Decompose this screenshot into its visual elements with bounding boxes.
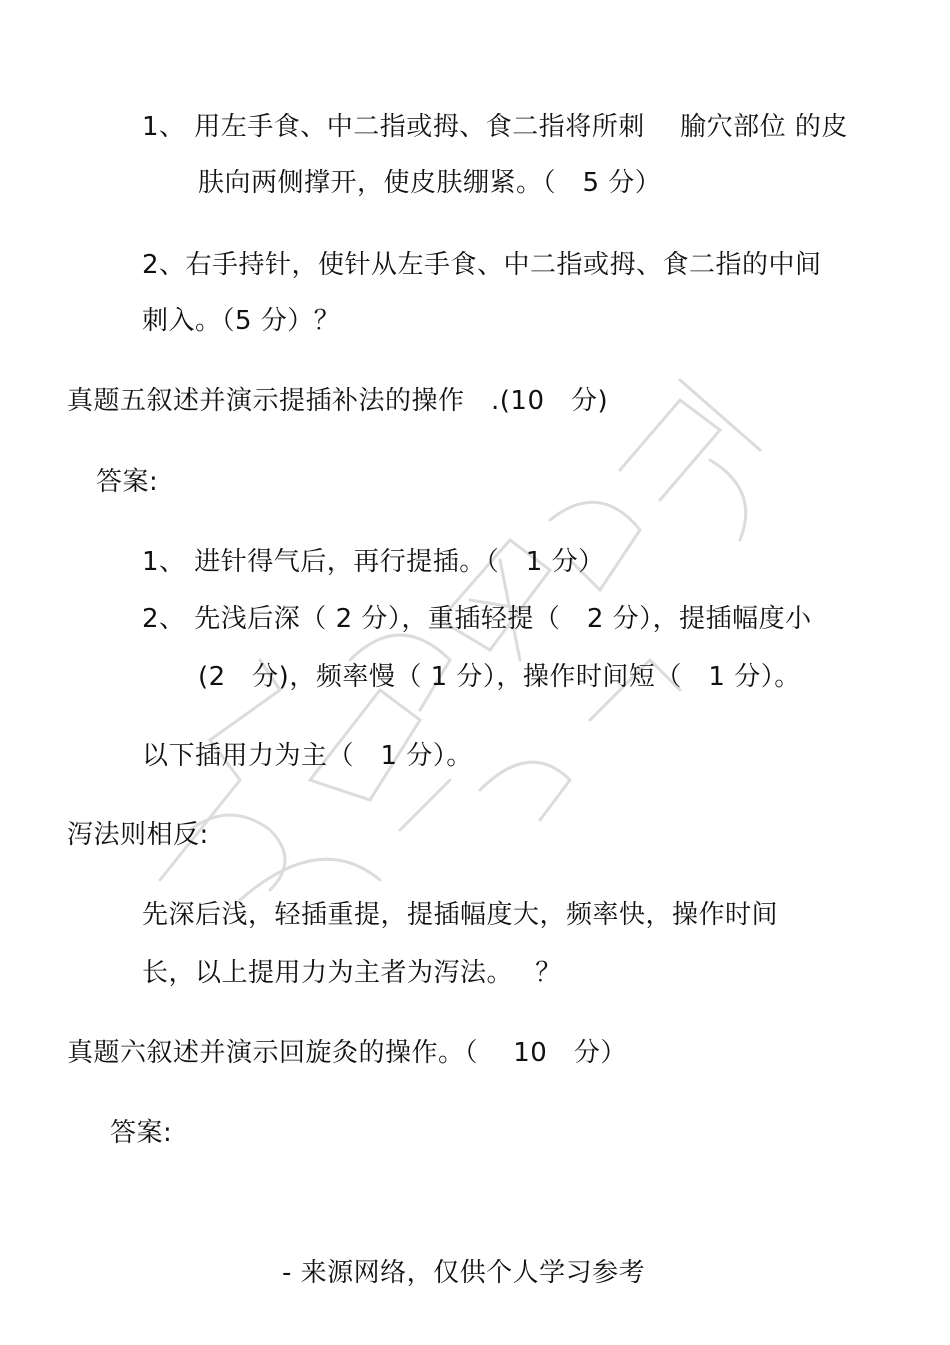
reduction-method-label: 泻法则相反: [67, 820, 209, 850]
answer-note: 以下插用力为主（ 1 分）。 [142, 741, 473, 771]
reduction-method-line-2: 长，以上提用力为主者为泻法。 ？ [142, 958, 562, 988]
answer-label: 答案: [96, 467, 159, 497]
answer-label: 答案: [110, 1118, 173, 1148]
question-5-heading: 真题五叙述并演示提插补法的操作 .(10 分) [67, 386, 609, 416]
reduction-method-line-1: 先深后浅，轻插重提，提插幅度大，频率快，操作时间 [142, 900, 779, 930]
answer-step-2-line-1: 2、 先浅后深（ 2 分），重插轻提（ 2 分），提插幅度小 [142, 604, 812, 634]
answer-step-1: 1、 进针得气后，再行提插。（ 1 分） [142, 547, 605, 577]
question-6-heading: 真题六叙述并演示回旋灸的操作。（ 10 分） [67, 1038, 627, 1068]
answer-step-2-line-2: 刺入。（5 分）？ [142, 306, 341, 336]
footer-source-note: - 来源网络，仅供个人学习参考 [282, 1258, 646, 1288]
answer-step-1-line-1: 1、 用左手食、中二指或拇、食二指将所刺 腧穴部位 的皮 [142, 112, 848, 142]
answer-step-2-line-2: (2 分)，频率慢（ 1 分），操作时间短（ 1 分）。 [198, 662, 801, 692]
answer-step-2-line-1: 2、右手持针，使针从左手食、中二指或拇、食二指的中间 [142, 250, 822, 280]
watermark-graphic [120, 360, 820, 920]
answer-step-1-line-2: 肤向两侧撑开，使皮肤绷紧。（ 5 分） [198, 168, 662, 198]
